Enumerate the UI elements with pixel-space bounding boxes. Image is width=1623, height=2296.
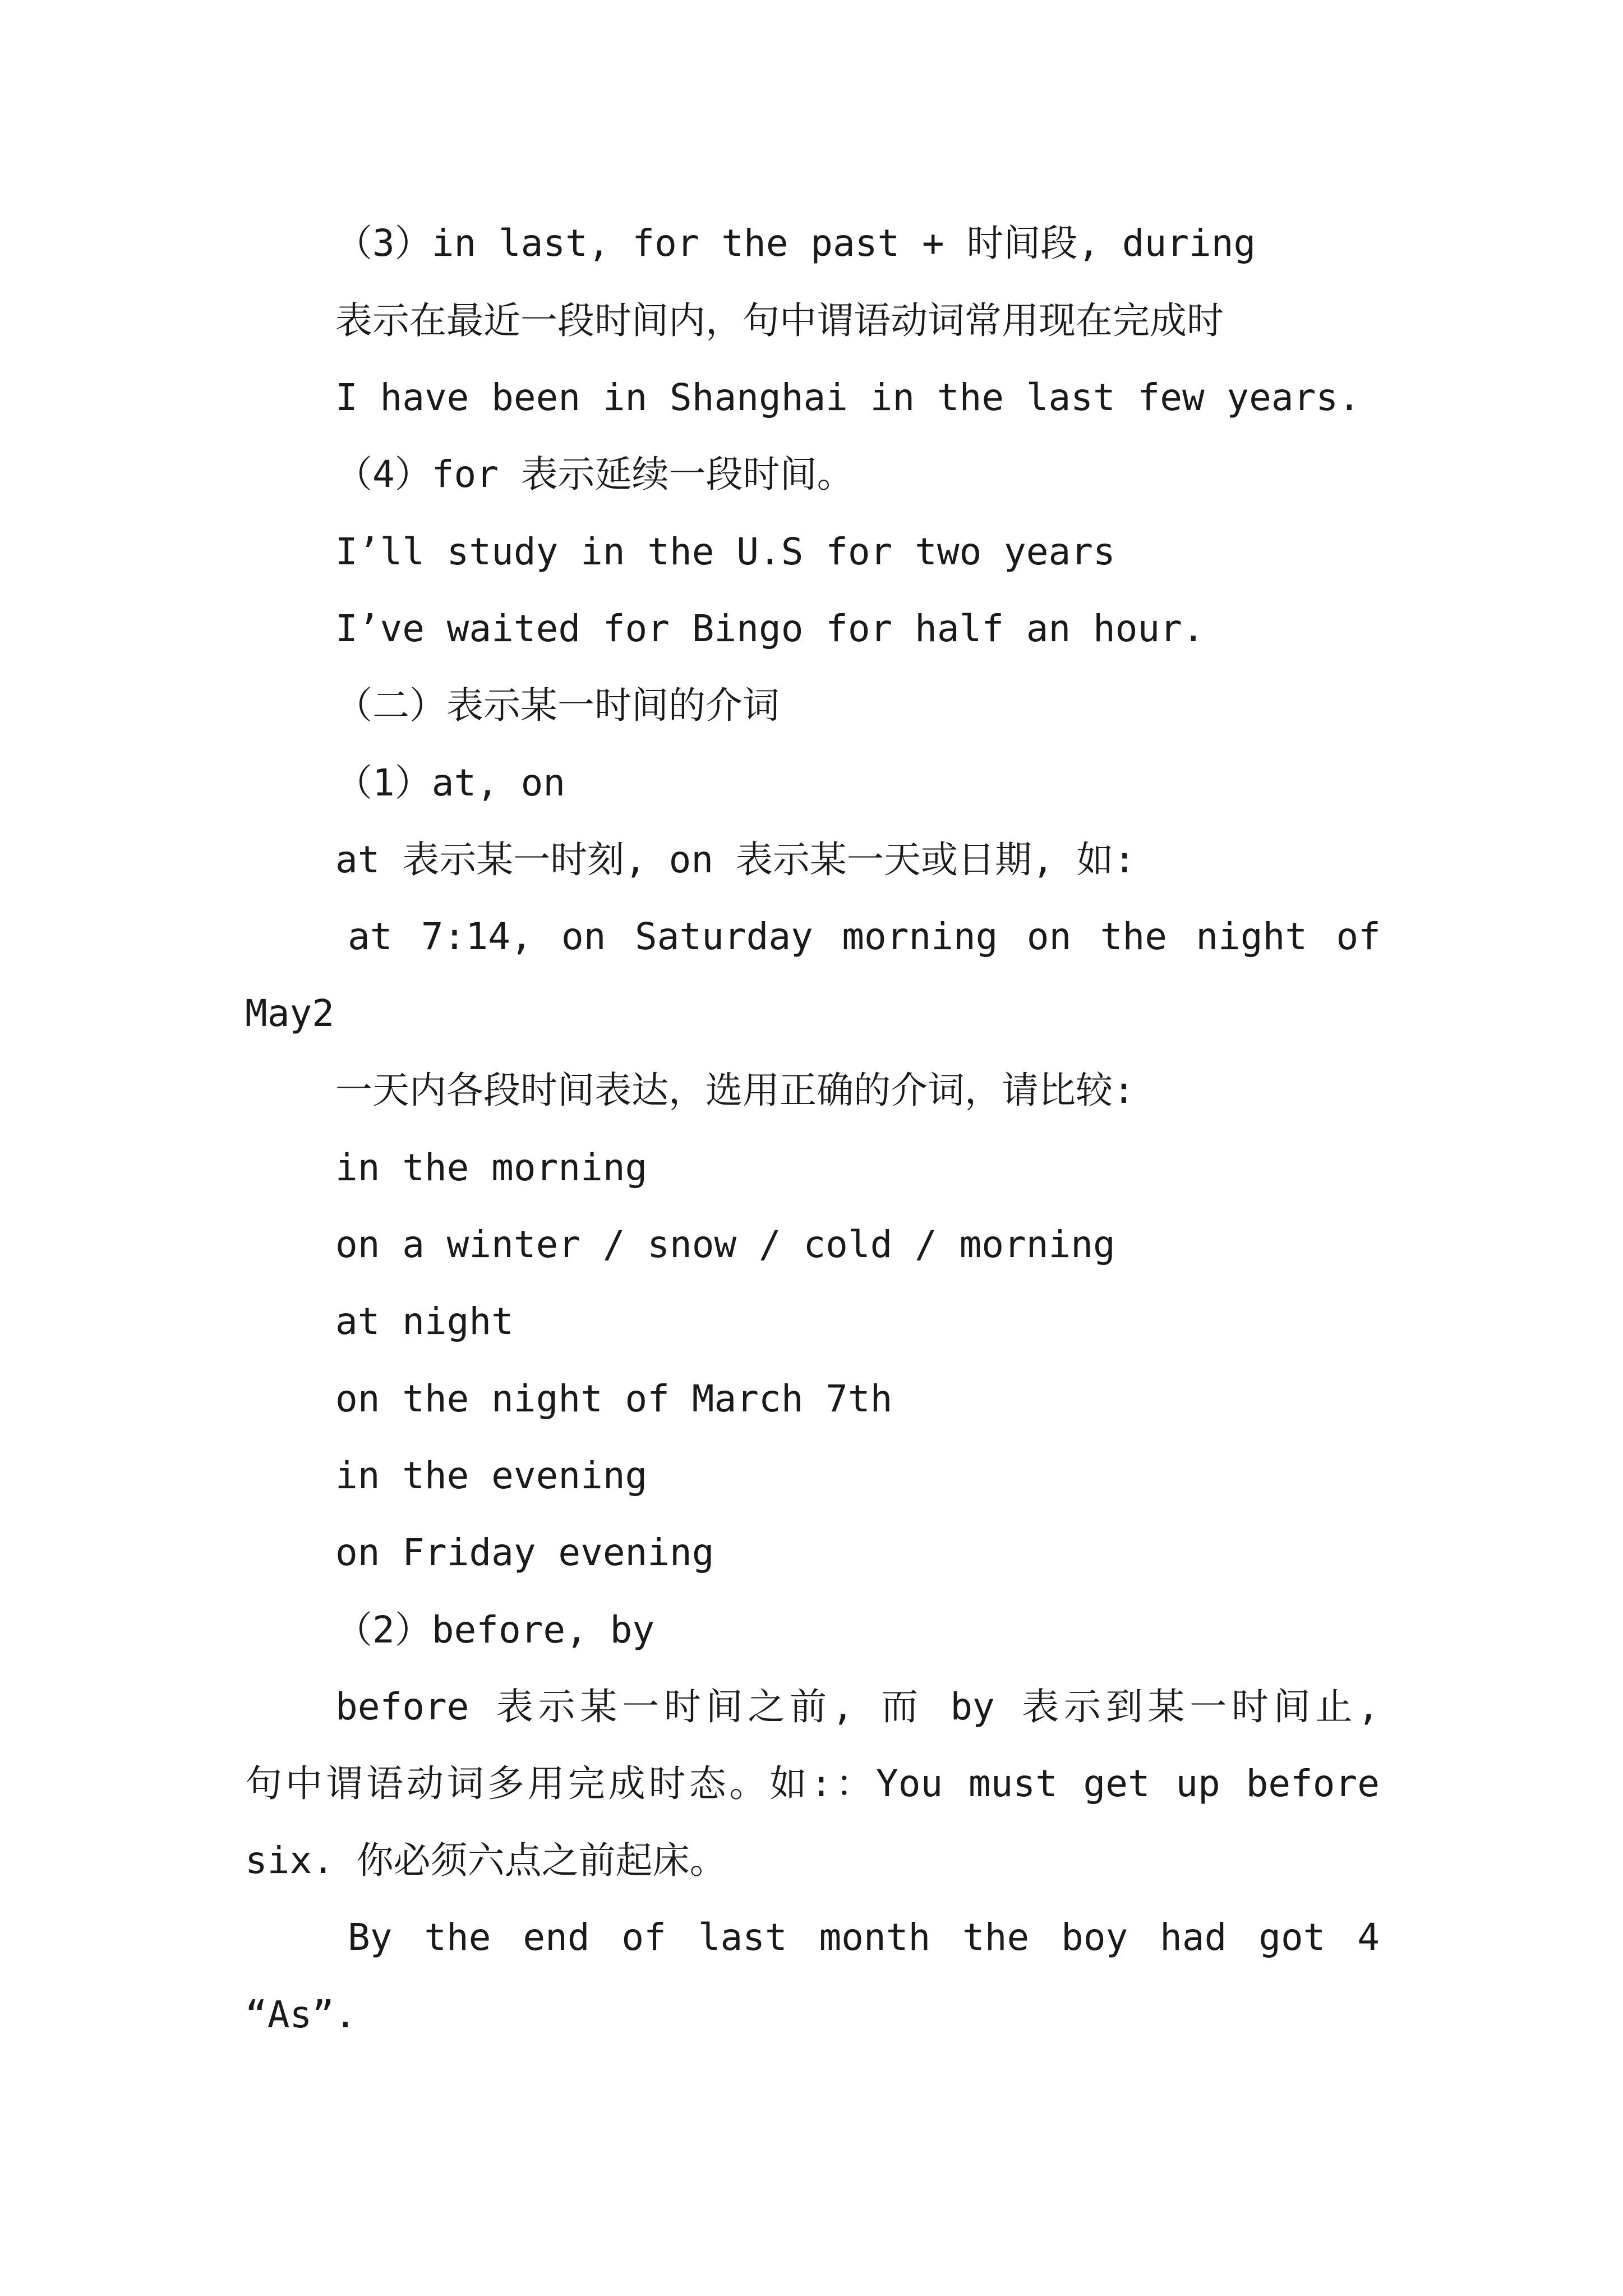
section-heading-4: （4）for 表示延续一段时间。 (335, 453, 854, 496)
example-line: at 7:14, on Saturday morning on the night of (348, 915, 1381, 958)
example-sentence: I have been in Shanghai in the last few years. (335, 376, 1361, 419)
example-sentence: I’ll study in the U.S for two years (335, 530, 1115, 573)
example-phrase: at night (335, 1300, 514, 1343)
section-heading-3: （3）in last, for the past + 时间段, during (335, 222, 1256, 265)
example-phrase: in the evening (335, 1454, 648, 1497)
example-sentence: By the end of last month the boy had got 4 (348, 1916, 1380, 1959)
example-sentence: I’ve waited for Bingo for half an hour. (335, 607, 1205, 650)
example-phrase: on Friday evening (335, 1531, 714, 1574)
paragraph-line: before 表示某一时间之前, 而 by 表示到某一时间止, (335, 1685, 1380, 1728)
example-sentence-continued: “As”. (245, 1993, 357, 2036)
paragraph-line: six. 你必须六点之前起床。 (245, 1839, 727, 1882)
paragraph-line: 表示在最近一段时间内，句中谓语动词常用现在完成时 (335, 299, 1224, 342)
example-phrase: on a winter / snow / cold / morning (335, 1223, 1115, 1266)
paragraph-line: 句中谓语动词多用完成时态。如:：You must get up before (245, 1762, 1380, 1805)
paragraph-line: 一天内各段时间表达，选用正确的介词，请比较: (335, 1069, 1135, 1112)
example-line-continued: May2 (245, 992, 334, 1035)
example-phrase: on the night of March 7th (335, 1377, 893, 1420)
section-heading-2: （二）表示某一时间的介词 (335, 684, 780, 727)
subsection-heading-1: （1）at, on (335, 761, 566, 804)
paragraph-line: at 表示某一时刻, on 表示某一天或日期, 如: (335, 838, 1136, 881)
subsection-heading-2: （2）before, by (335, 1608, 655, 1651)
example-phrase: in the morning (335, 1146, 648, 1189)
